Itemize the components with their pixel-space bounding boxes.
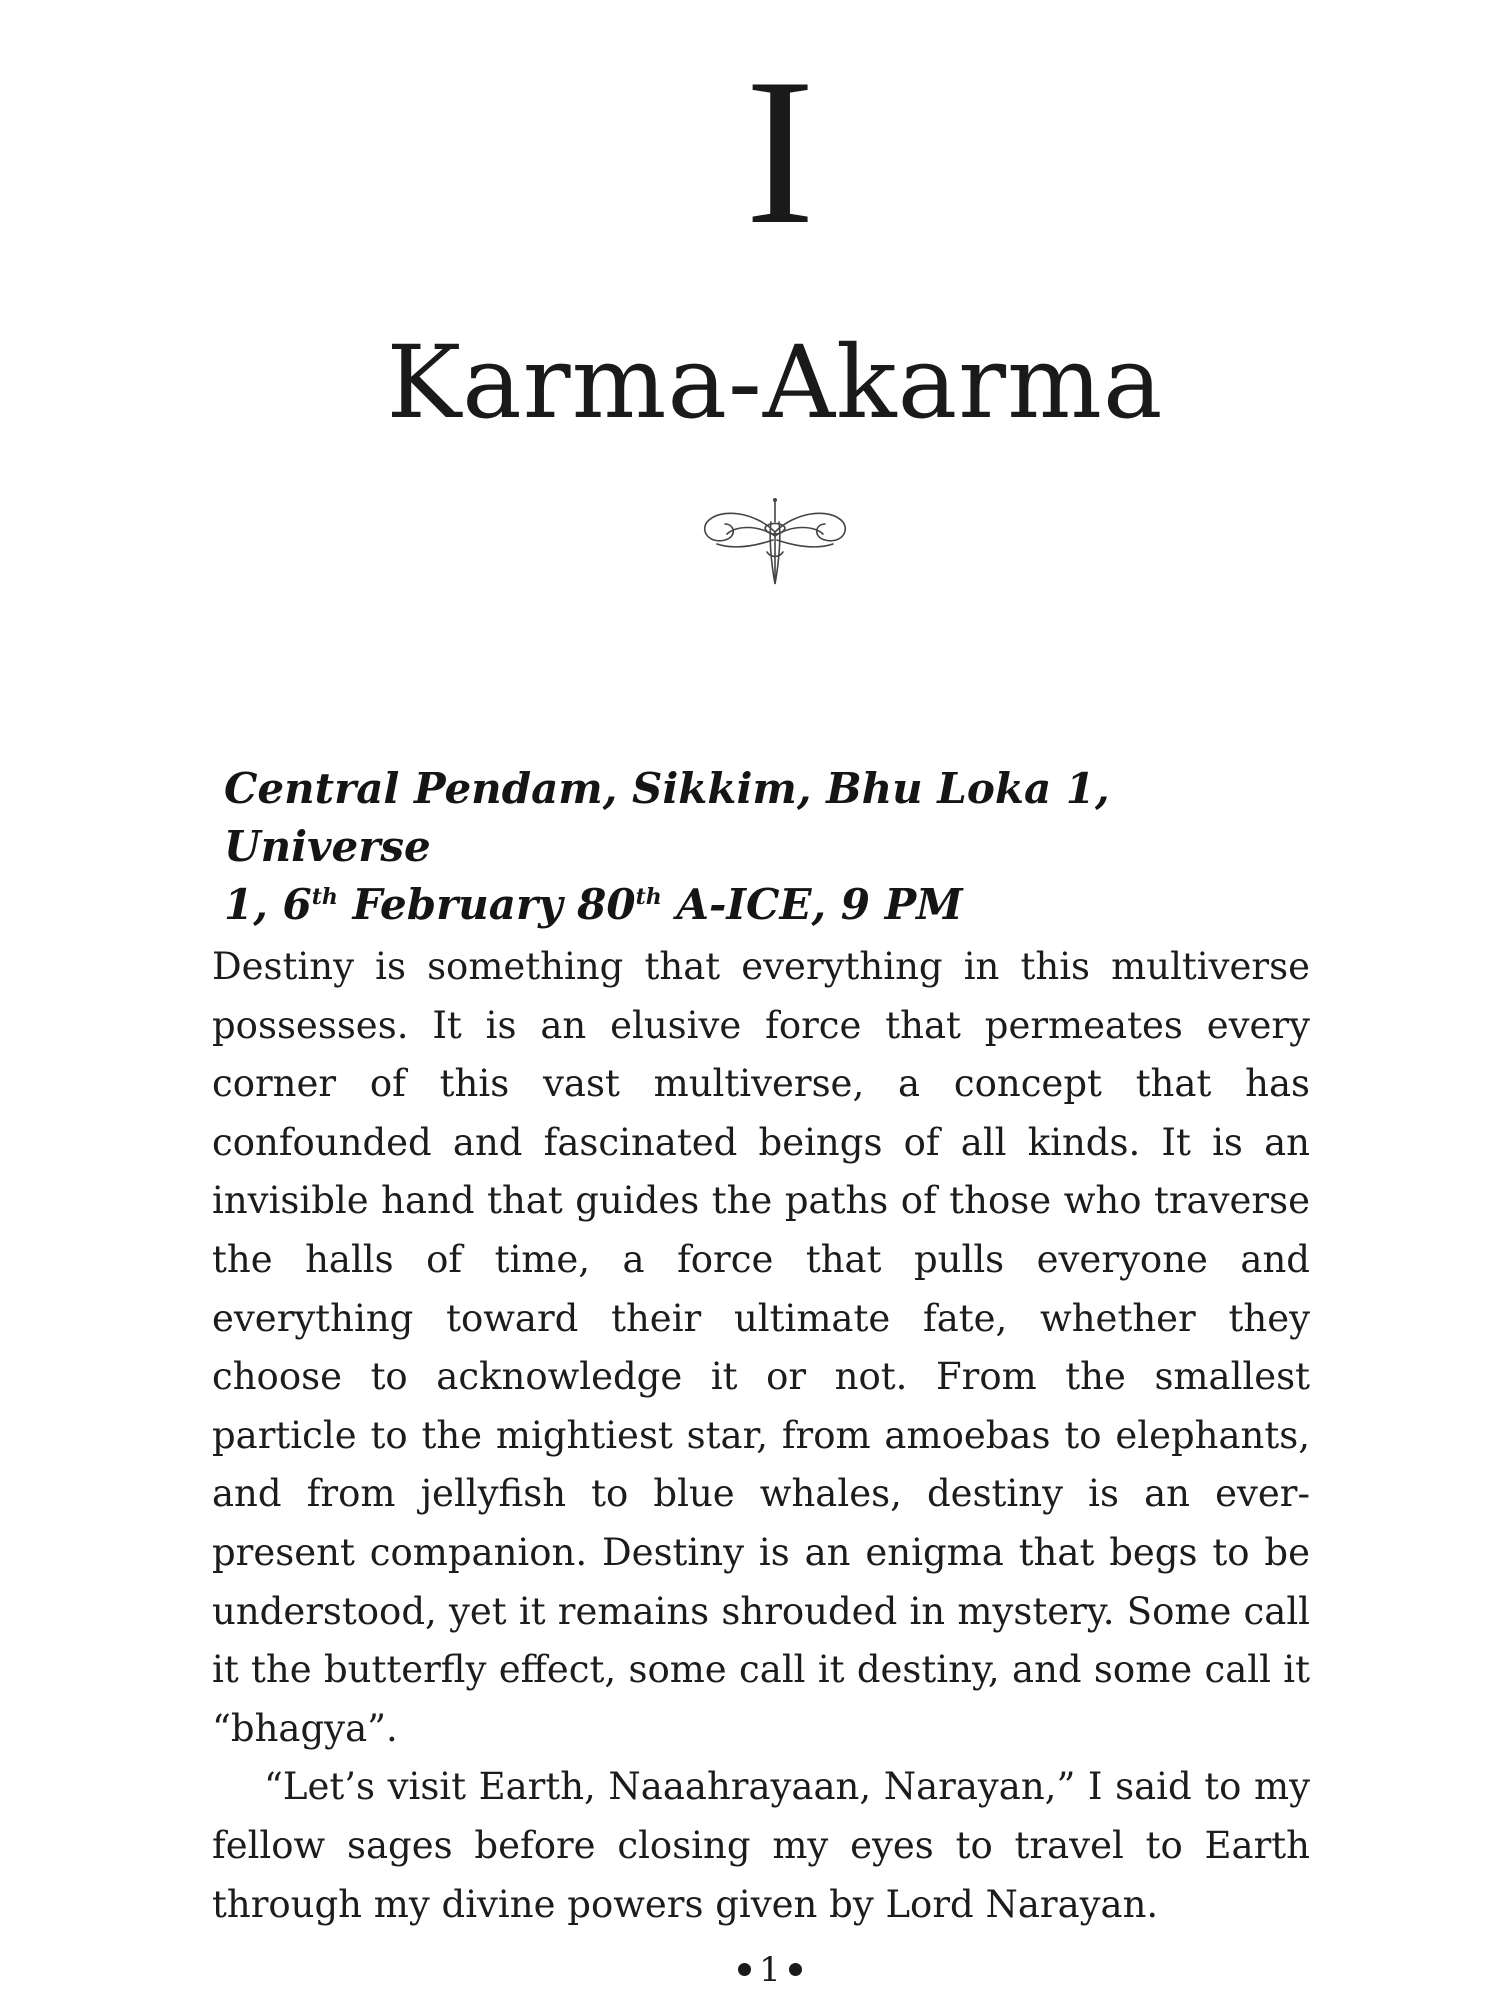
page-number-footer	[0, 1950, 1500, 1990]
ordinal-suffix-year: th	[635, 884, 662, 910]
flourish-ornament-icon	[695, 492, 855, 592]
bullet-dot-icon	[789, 1963, 802, 1976]
paragraph-2: “Let’s visit Earth, Naaahrayaan, Narayan,” I said to my fellow sages before closing my eyes to travel to Earth through my divine powers given by Lord Narayan.	[212, 1765, 1310, 1926]
body-text	[212, 938, 1310, 1934]
paragraph-1: Destiny is something that everything in this multiverse possesses. It is an elusive force that permeates every corner of this vast multiverse, a concept that has confounded and fascinated beings of all kinds. It is an invisible hand that guides the paths of those who traverse the halls of time, a force that pulls everyone and everything toward their ultimate fate, whether they choose to acknowledge it or not. From the smallest particle to the mightiest star, from amoebas to elephants, and from jellyfish to blue whales, destiny is an ever-present companion. Destiny is an enigma that begs to be understood, yet it remains shrouded in mystery. Some call it the butterfly effect, some call it destiny, and some call it “bhagya”.	[212, 945, 1310, 1750]
location-line-2-prefix: 1, 6	[224, 880, 312, 929]
bullet-dot-icon	[738, 1963, 751, 1976]
page-number: 1	[759, 1950, 781, 1990]
location-line-1: Central Pendam, Sikkim, Bhu Loka 1, Universe	[224, 764, 1110, 871]
location-heading	[224, 760, 1314, 934]
location-line-2-suffix: A-ICE, 9 PM	[661, 880, 963, 929]
chapter-number: I	[745, 36, 815, 268]
chapter-title: Karma-Akarma	[386, 324, 1164, 441]
ordinal-suffix-day: th	[311, 884, 338, 910]
location-line-2-mid: February 80	[337, 880, 636, 929]
